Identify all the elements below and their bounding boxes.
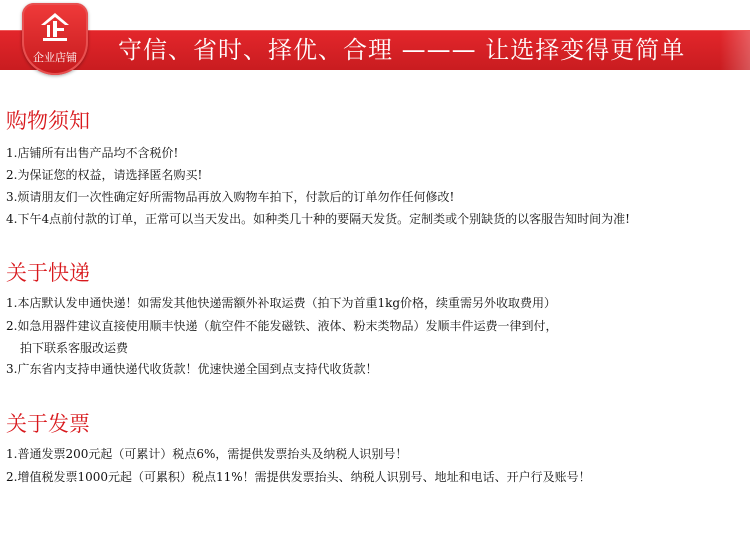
section-title: 购物须知	[6, 109, 90, 133]
list-item: 3.广东省内支持申通快递代收货款！优速快递全国到点支持代收货款！	[6, 362, 378, 376]
banner-slogan: 守信、省时、择优、合理 ——— 让选择变得更简单	[118, 36, 686, 64]
list-item: 拍下联系客服改运费	[20, 341, 129, 355]
enterprise-badge	[22, 3, 88, 75]
section-title: 关于发票	[6, 412, 90, 436]
list-item: 1.本店默认发申通快递！如需发其他快递需额外补取运费（拍下为首重1kg价格，续重需另外收取费用）	[6, 296, 557, 310]
badge-label: 企业店铺	[33, 51, 77, 64]
enterprise-logo-icon	[37, 11, 73, 43]
list-item: 2.为保证您的权益，请选择匿名购买!	[6, 168, 203, 182]
list-item: 1.普通发票200元起（可累计）税点6%，需提供发票抬头及纳税人识别号！	[6, 447, 408, 461]
list-item: 3.烦请朋友们一次性确定好所需物品再放入购物车拍下，付款后的订单勿作任何修改!	[6, 190, 455, 204]
list-item: 4.下午4点前付款的订单，正常可以当天发出。如种类几十种的要隔天发货。定制类或个别缺货的以客服告知时间为准!	[6, 212, 630, 226]
section-title: 关于快递	[6, 261, 90, 285]
list-item: 2.如急用器件建议直接使用顺丰快递（航空件不能发磁铁、液体、粉末类物品）发顺丰件运费一律到付，	[6, 319, 558, 333]
list-item: 1.店铺所有出售产品均不含税价!	[6, 146, 179, 160]
header-banner	[0, 0, 750, 80]
list-item: 2.增值税发票1000元起（可累积）税点11%！需提供发票抬头、纳税人识别号、地址和电话、开户行及账号！	[6, 470, 591, 484]
